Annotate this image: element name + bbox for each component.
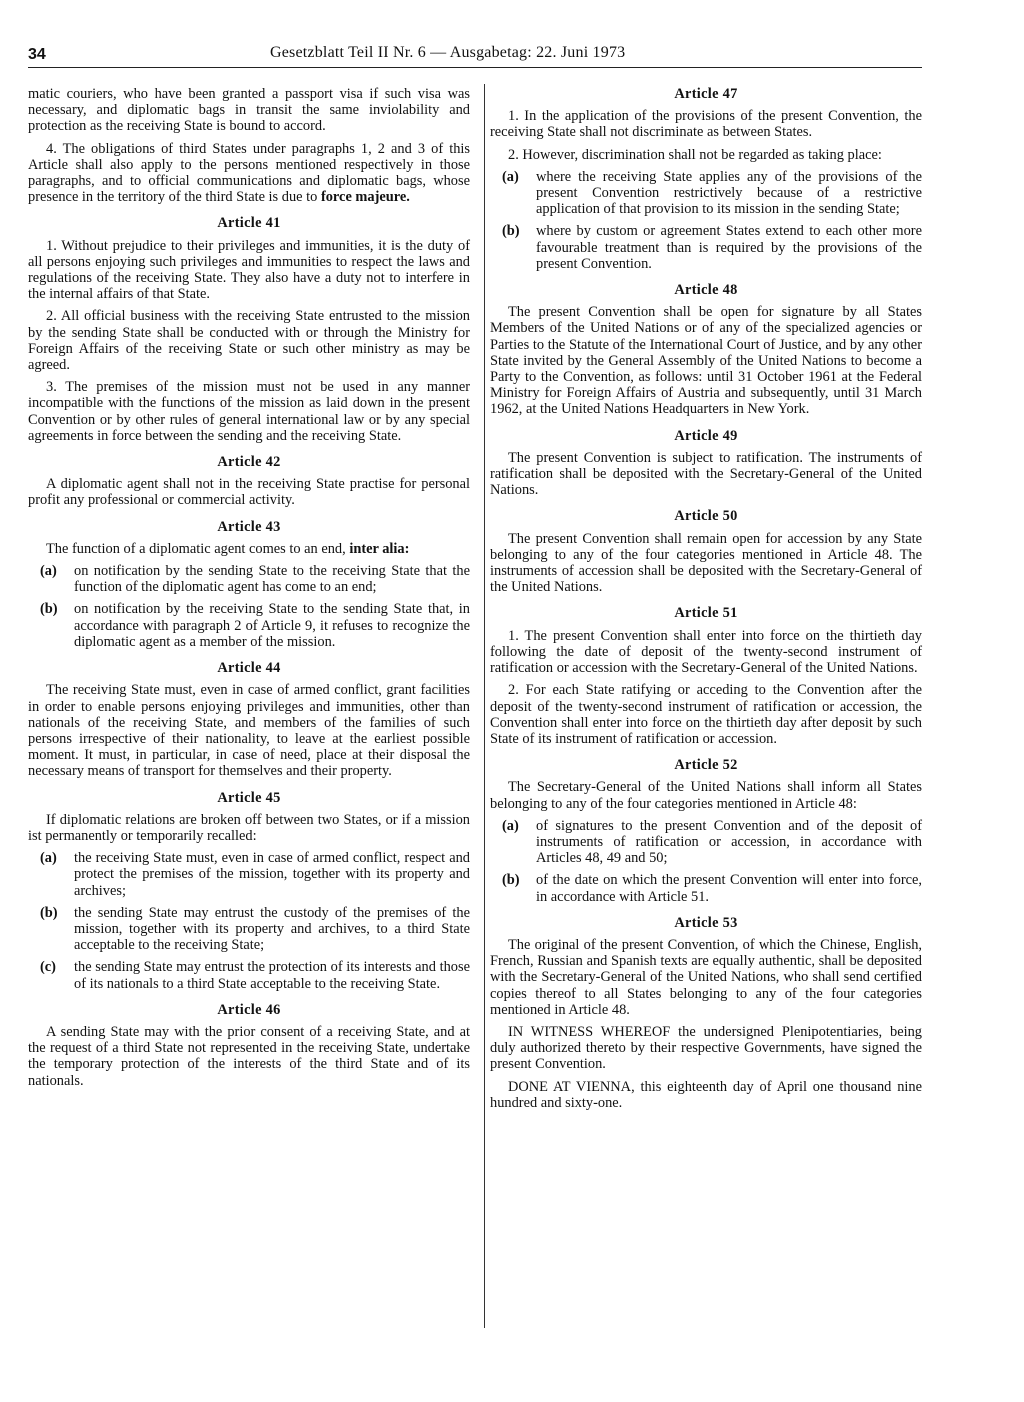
paragraph: The receiving State must, even in case of armed conflict, grant facilities in order to enable persons enjoying privileges and immunities, other than nationals of the receiving State, and members of the families of such persons irrespective of their nationality, to leave at the earliest possible moment. It must, in particular, in case of need, place at their disposal the necessary means of transport for themselves and their property. [28, 682, 470, 780]
list-item-label: (a) [502, 168, 519, 185]
header-rule [28, 67, 922, 68]
article-42-heading: Article 42 [217, 454, 281, 471]
paragraph: 1. In the application of the provisions of the present Convention, the receiving State shall not discriminate as between States. [490, 108, 922, 141]
paragraph [28, 141, 470, 206]
list-item-text: the sending State may entrust the protection of its interests and those of its nationals to a third State acceptable to the receiving State. [74, 959, 470, 992]
list-item [40, 601, 470, 650]
article-44-heading: Article 44 [217, 660, 281, 677]
column-divider [484, 84, 485, 1328]
running-title: Gesetzblatt Teil II Nr. 6 — Ausgabetag: 22. Juni 1973 [270, 44, 626, 61]
list-item [40, 959, 470, 991]
paragraph [28, 541, 470, 557]
page-number: 34 [28, 46, 46, 63]
list-item-label: (b) [40, 904, 58, 921]
paragraph: DONE AT VIENNA, this eighteenth day of April one thousand nine hundred and sixty-one. [490, 1078, 922, 1111]
paragraph: 2. However, discrimination shall not be regarded as taking place: [508, 146, 882, 163]
list-item-label: (b) [40, 601, 58, 618]
paragraph: If diplomatic relations are broken off between two States, or if a mission ist permanently or temporarily recalled: [28, 811, 470, 844]
left-column [28, 86, 470, 1095]
list-item-text: where by custom or agreement States extend to each other more favourable treatment than is required by the provisions of the present Convention. [536, 223, 922, 272]
paragraph: The Secretary-General of the United Nations shall inform all States belonging to any of the four categories mentioned in Article 48: [490, 779, 922, 812]
paragraph: A diplomatic agent shall not in the receiving State practise for personal profit any professional or commercial activity. [28, 476, 470, 509]
list-item [40, 850, 470, 899]
article-49-heading: Article 49 [674, 427, 738, 444]
list-item-text: on notification by the sending State to the receiving State that the function of the diplomatic agent has come to an end; [74, 563, 470, 596]
list-item [502, 223, 922, 272]
page-header [28, 44, 920, 68]
article-45-heading: Article 45 [217, 789, 281, 806]
paragraph: 2. All official business with the receiving State entrusted to the mission by the sending State shall be conducted with or through the Ministry for Foreign Affairs of the receiving State or such other ministry as may be agreed. [28, 308, 470, 374]
list-item-text: where the receiving State applies any of the provisions of the present Convention restrictively because of a restrictive application of that provision to its mission in the sending State; [536, 168, 922, 218]
continued-paragraph: matic couriers, who have been granted a passport visa if such visa was necessary, and diplomatic bags in transit the same inviolability and protection as the receiving State is bound to accord. [28, 86, 470, 135]
paragraph-text: The function of a diplomatic agent comes to an end, [46, 540, 346, 557]
force-majeure-emphasis: force majeure. [320, 189, 410, 206]
list-item [502, 169, 922, 218]
list-item [40, 905, 470, 954]
list-item-text: the receiving State must, even in case of armed conflict, respect and protect the premises of the mission, together with its property and archives; [74, 850, 470, 899]
list-item-text: on notification by the receiving State to the sending State that, in accordance with paragraph 2 of Article 9, it refuses to recognize the diplomatic agent as a member of the mission. [74, 601, 470, 650]
paragraph: A sending State may with the prior consent of a receiving State, and at the request of a third State not represented in the receiving State, undertake the temporary protection of the interests of the third State and of its nationals. [28, 1023, 470, 1089]
list-item [40, 563, 470, 595]
list-item-text: of signatures to the present Convention and of the deposit of instruments of ratification or accession, in accordance with Articles 48, 49 and 50; [536, 817, 922, 867]
article-41-heading: Article 41 [217, 215, 281, 232]
list-item-label: (c) [40, 959, 56, 976]
paragraph: The present Convention shall be open for signature by all States Members of the United Nations or of any of the specialized agencies or Parties to the Statute of the International Court of Justice, and by any other State invited by the General Assembly of the United Nations to become a Party to the Convention, as follows: until 31 October 1961 at the Federal Ministry for Foreign Affairs of Austria and subsequently, until 31 March 1962, at the United Nations Headquarters in New York. [490, 304, 922, 418]
list-item-label: (b) [502, 223, 520, 240]
article-52-heading: Article 52 [674, 757, 738, 774]
right-column [490, 86, 922, 1117]
paragraph: 1. The present Convention shall enter into force on the thirtieth day following the date of deposit of the twenty-second instrument of ratification or accession with the Secretary-General of the United Nations. [490, 627, 922, 677]
paragraph: The original of the present Convention, of which the Chinese, English, French, Russian and Spanish texts are equally authentic, shall be deposited with the Secretary-General of the United Nations, who shall send certified copies thereof to all States belonging to any of the four categories mentioned in Article 48. [490, 936, 922, 1018]
article-51-heading: Article 51 [674, 605, 738, 622]
list-item-label: (b) [502, 872, 520, 889]
paragraph: IN WITNESS WHEREOF the undersigned Plenipotentiaries, being duly authorized thereto by their respective Governments, have signed the present Convention. [490, 1023, 922, 1073]
paragraph-text: 4. The obligations of third States under paragraphs 1, 2 and 3 of this Article shall also apply to the persons mentioned respectively in those paragraphs, and to official communications and diplomatic bags, whose presence in the territory of the third State is due to [28, 140, 470, 206]
article-46-heading: Article 46 [217, 1001, 281, 1018]
article-48-heading: Article 48 [674, 282, 738, 299]
article-43-heading: Article 43 [217, 518, 281, 535]
list-item-label: (a) [40, 563, 57, 580]
list-item-text: the sending State may entrust the custody of the premises of the mission, together with its property and archives, to a third State acceptable to the receiving State; [74, 904, 470, 954]
list-item-label: (a) [502, 817, 519, 834]
article-47-heading: Article 47 [674, 86, 738, 102]
list-item [502, 872, 922, 904]
paragraph: 1. Without prejudice to their privileges and immunities, it is the duty of all persons enjoying such privileges and immunities to respect the laws and regulations of the receiving State. They also have a duty not to interfere in the internal affairs of that State. [28, 237, 470, 303]
paragraph: 3. The premises of the mission must not be used in any manner incompatible with the functions of the mission as laid down in the present Convention or by other rules of general international law or by any special agreements in force between the sending and the receiving State. [28, 379, 470, 444]
inter-alia-emphasis: inter alia: [349, 540, 410, 557]
paragraph: The present Convention shall remain open for accession by any State belonging to any of the four categories mentioned in Article 48. The instruments of accession shall be deposited with the Secretary-General of the United Nations. [490, 530, 922, 596]
list-item-text: of the date on which the present Convention will enter into force, in accordance with Article 51. [536, 872, 922, 905]
list-item [502, 818, 922, 867]
paragraph: 2. For each State ratifying or acceding to the Convention after the deposit of the twenty-second instrument of ratification or accession, the Convention shall enter into force on the thirtieth day after deposit by such State of its instrument of ratification or accession. [490, 682, 922, 747]
list-item-label: (a) [40, 850, 57, 867]
paragraph: The present Convention is subject to ratification. The instruments of ratification shall be deposited with the Secretary-General of the United Nations. [490, 449, 922, 499]
article-53-heading: Article 53 [674, 914, 738, 931]
article-50-heading: Article 50 [674, 508, 738, 525]
